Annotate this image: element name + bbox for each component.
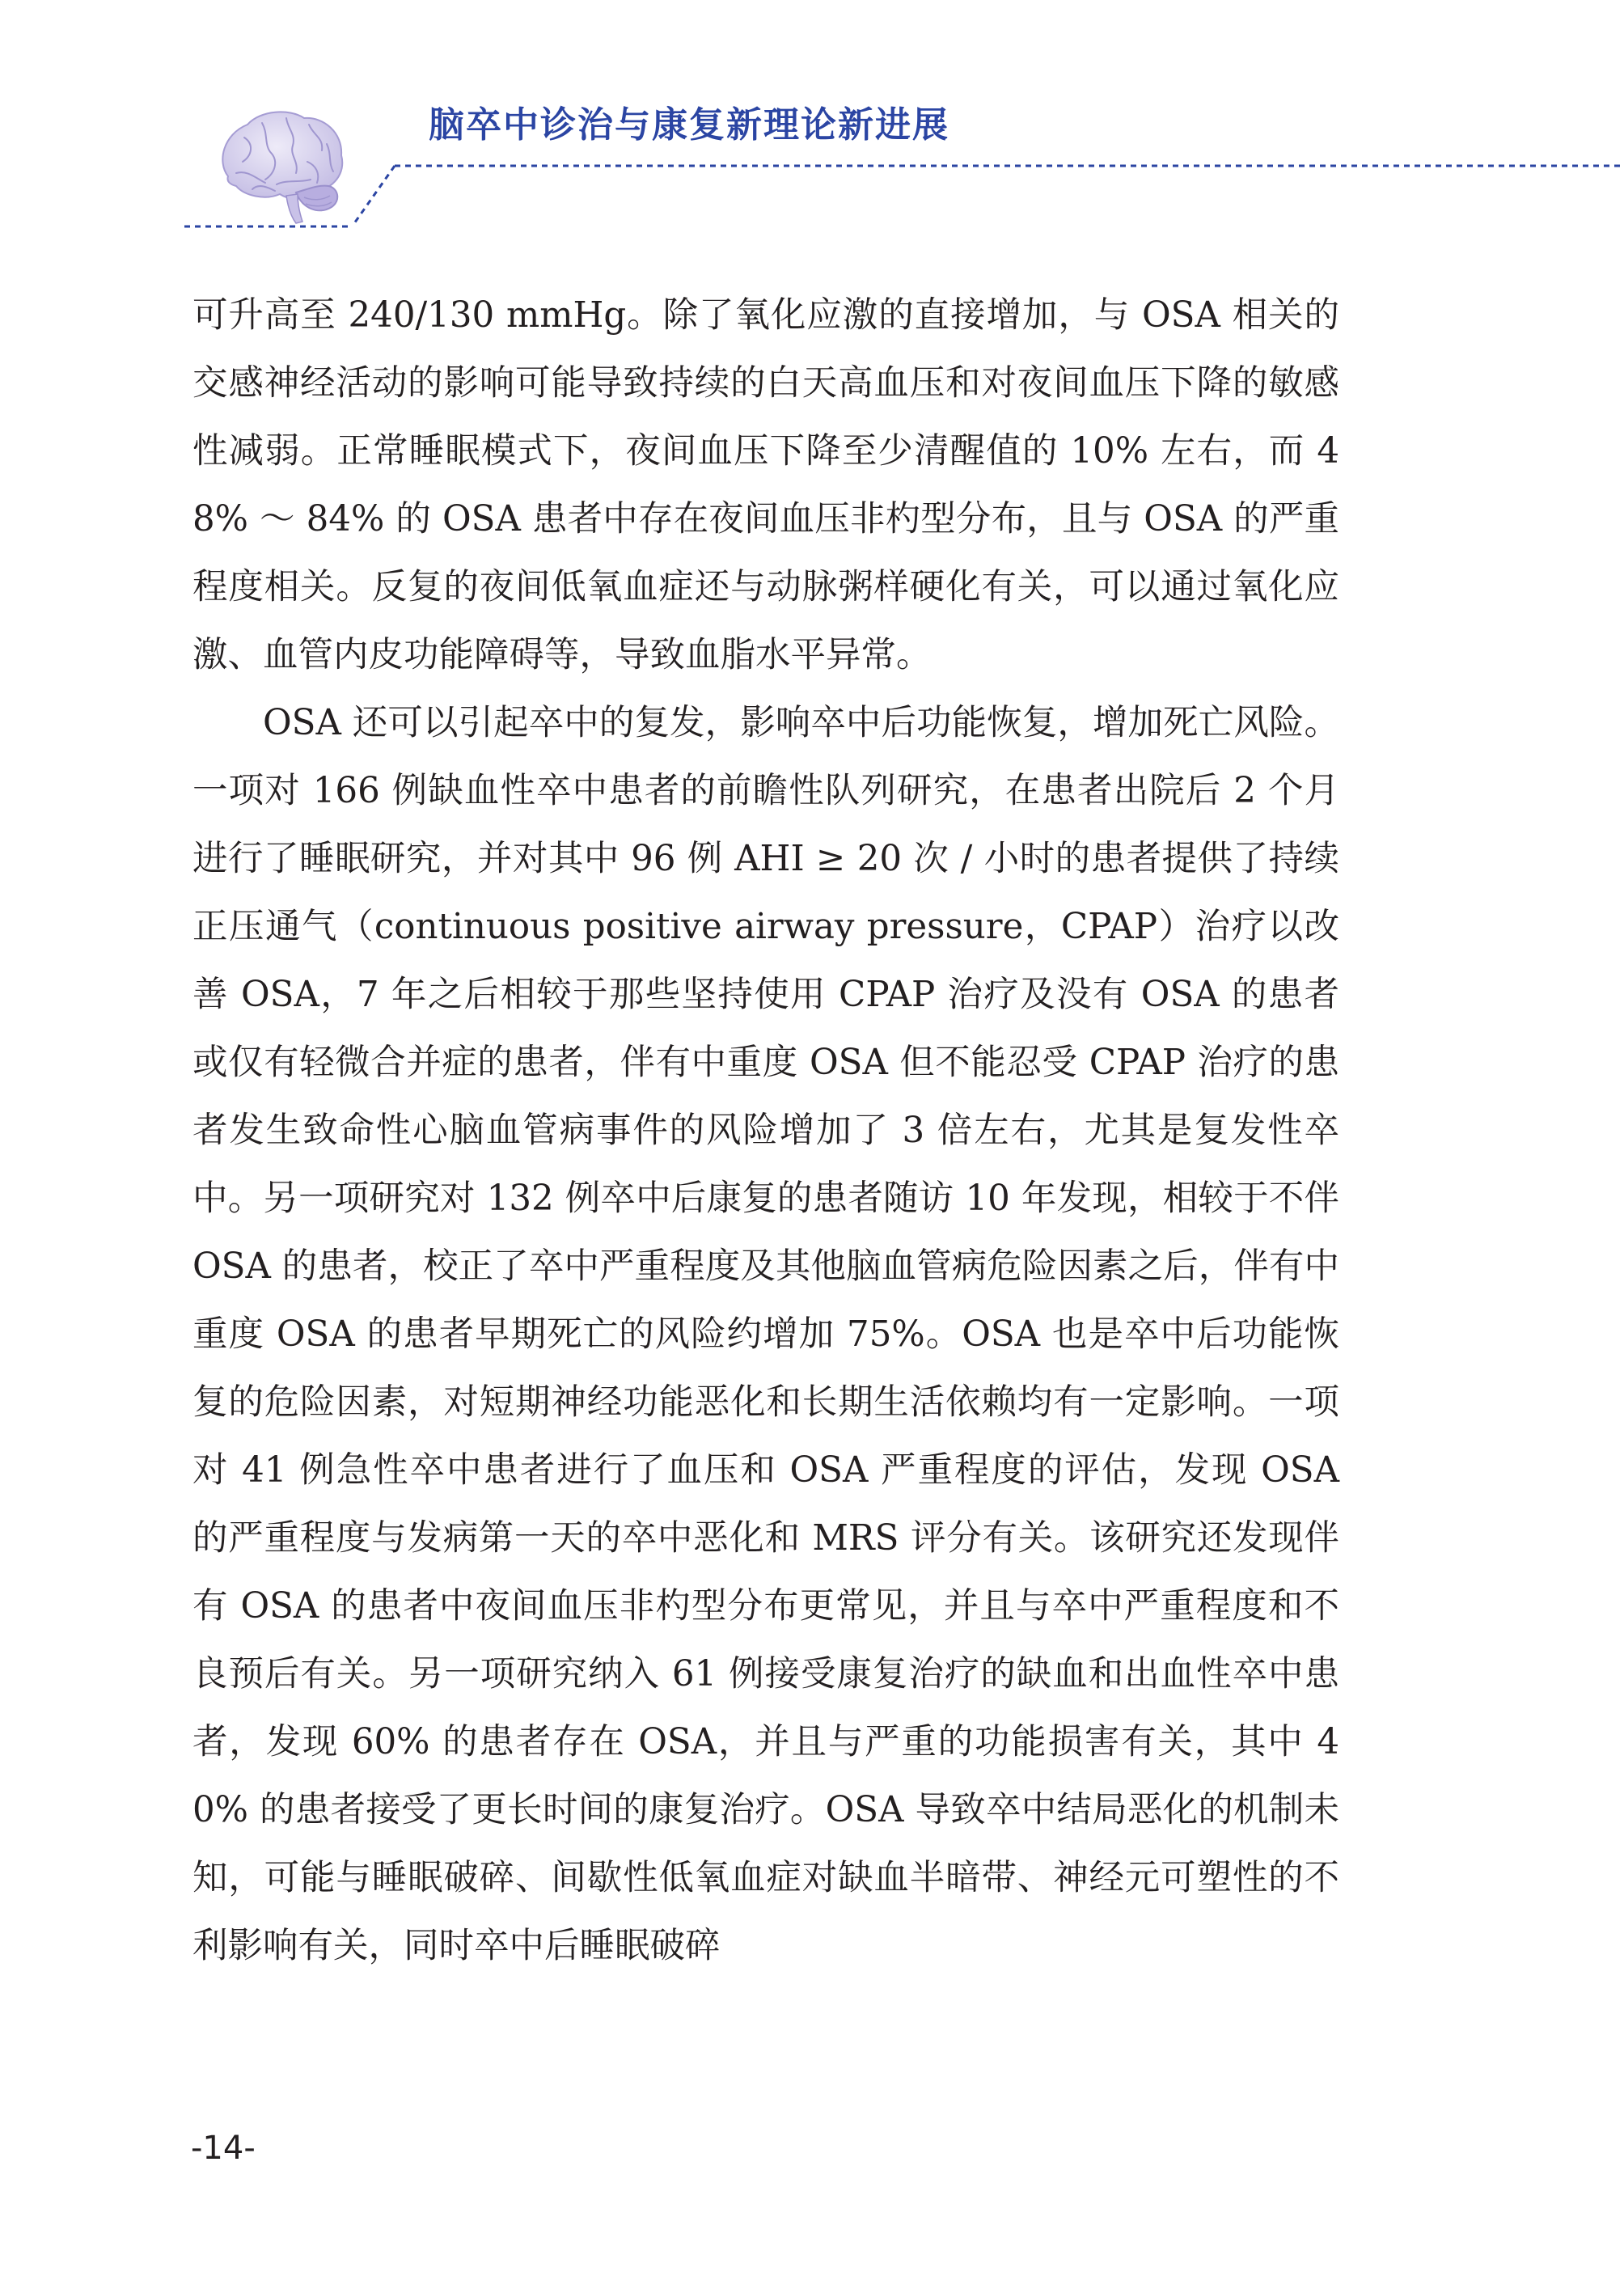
brain-icon — [212, 105, 351, 226]
running-header — [0, 0, 1624, 243]
running-header-title: 脑卒中诊治与康复新理论新进展 — [429, 104, 949, 146]
paragraph-1: 可升高至 240/130 mmHg。除了氧化应激的直接增加，与 OSA 相关的交感神经活动的影响可能导致持续的白天高血压和对夜间血压下降的敏感性减弱。正常睡眠模式下，夜间血压下降至少清醒值的 10% 左右，而 48% ～ 84% 的 OSA 患者中存在夜间血压非杓型分布，且与 OSA 的严重程度相关。反复的夜间低氧血症还与动脉粥样硬化有关，可以通过氧化应激、血管内皮功能障碍等，导致血脂水平异常。 — [192, 295, 1339, 675]
page-body — [192, 281, 1339, 1980]
paragraph-2: OSA 还可以引起卒中的复发，影响卒中后功能恢复，增加死亡风险。一项对 166 例缺血性卒中患者的前瞻性队列研究，在患者出院后 2 个月进行了睡眠研究，并对其中 96 例 AHI ≥ 20 次 / 小时的患者提供了持续正压通气（continuous positive airway pressure，CPAP）治疗以改善 OSA，7 年之后相较于那些坚持使用 CPAP 治疗及没有 OSA 的患者或仅有轻微合并症的患者，伴有中重度 OSA 但不能忍受 CPAP 治疗的患者发生致命性心脑血管病事件的风险增加了 3 倍左右，尤其是复发性卒中。另一项研究对 132 例卒中后康复的患者随访 10 年发现，相较于不伴 OSA 的患者，校正了卒中严重程度及其他脑血管病危险因素之后，伴有中重度 OSA 的患者早期死亡的风险约增加 75%。OSA 也是卒中后功能恢复的危险因素，对短期神经功能恶化和长期生活依赖均有一定影响。一项对 41 例急性卒中患者进行了血压和 OSA 严重程度的评估，发现 OSA 的严重程度与发病第一天的卒中恶化和 MRS 评分有关。该研究还发现伴有 OSA 的患者中夜间血压非杓型分布更常见，并且与卒中严重程度和不良预后有关。另一项研究纳入 61 例接受康复治疗的缺血和出血性卒中患者，发现 60% 的患者存在 OSA，并且与严重的功能损害有关，其中 40% 的患者接受了更长时间的康复治疗。OSA 导致卒中结局恶化的机制未知，可能与睡眠破碎、间歇性低氧血症对缺血半暗带、神经元可塑性的不利影响有关，同时卒中后睡眠破碎 — [192, 703, 1339, 1966]
page-number: -14- — [191, 2130, 256, 2167]
